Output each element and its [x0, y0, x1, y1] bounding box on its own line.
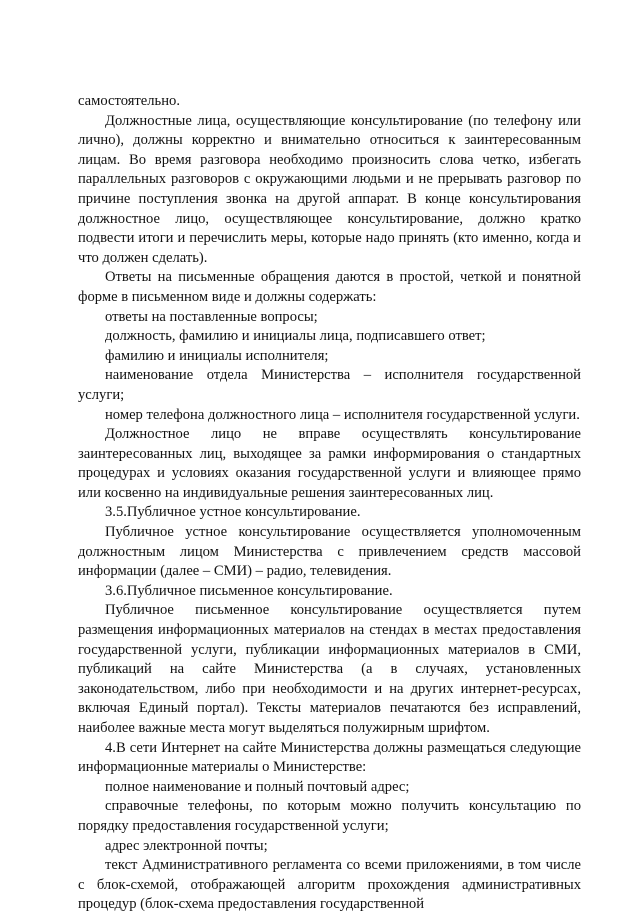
- list-item-signer: должность, фамилию и инициалы лица, подписавшего ответ;: [105, 328, 486, 345]
- list-item-address: полное наименование и полный почтовый адрес;: [105, 778, 410, 795]
- list-item-department: наименование отдела Министерства – исполнителя государственной услуги;: [78, 367, 581, 403]
- paragraph-written-replies: Ответы на письменные обращения даются в простой, четкой и понятной форме в письменном виде и должны содержать:: [78, 269, 581, 305]
- list-item-regulation-text: текст Административного регламента со всеми приложениями, в том числе с блок-схемой, отображающей алгоритм прохождения административных процедур (блок-схема предоставления государственной: [78, 857, 581, 913]
- section-heading-4: 4.В сети Интернет на сайте Министерства должны размещаться следующие информационные материалы о Министерстве:: [78, 739, 581, 776]
- list-item-phone: номер телефона должностного лица – исполнителя государственной услуги.: [105, 406, 580, 423]
- document-page: [78, 92, 581, 915]
- paragraph-public-oral: Публичное устное консультирование осуществляется уполномоченным должностным лицом Министерства с привлечением средств массовой информации (далее – СМИ) – радио, телевидения.: [78, 524, 581, 580]
- section-heading-3-6: 3.6.Публичное письменное консультирование.: [105, 582, 393, 599]
- paragraph-restrictions: Должностное лицо не вправе осуществлять консультирование заинтересованных лиц, выходящее за рамки информирования о стандартных процедурах и условиях оказания государственной услуги и влияющее прямо или косвенно на индивидуальные решения заинтересованных лиц.: [78, 426, 581, 501]
- list-item-answers: ответы на поставленные вопросы;: [105, 308, 318, 325]
- paragraph-consultation-conduct: Должностные лица, осуществляющие консультирование (по телефону или лично), должны корректно и внимательно относиться к заинтересованным лицам. Во время разговора необходимо произносить слова четко, избегать параллельных разговоров с окружающими людьми и не прерывать разговор по причине поступления звонка на другой аппарат. В конце консультирования должностное лицо, осуществляющее консультирование, должно кратко подвести итоги и перечислить меры, которые надо принять (кто именно, когда и что должен сделать).: [78, 112, 581, 266]
- list-item-email: адрес электронной почты;: [105, 837, 268, 854]
- list-item-reference-phones: справочные телефоны, по которым можно получить консультацию по порядку предоставления государственной услуги;: [78, 798, 581, 834]
- paragraph-continuation: самостоятельно.: [78, 93, 180, 109]
- section-heading-3-5: 3.5.Публичное устное консультирование.: [105, 504, 361, 521]
- paragraph-public-written: Публичное письменное консультирование осуществляется путем размещения информационных материалов на стендах в местах предоставления государственной услуги, публикации информационных материалов в СМИ, публикаций на сайте Министерства (а в случаях, установленных законодательством, либо при необходимости и на других интернет-ресурсах, включая Единый портал). Тексты материалов печатаются без исправлений, наиболее важные места могут выделяться полужирным шрифтом.: [78, 602, 581, 736]
- list-item-executor: фамилию и инициалы исполнителя;: [105, 347, 329, 364]
